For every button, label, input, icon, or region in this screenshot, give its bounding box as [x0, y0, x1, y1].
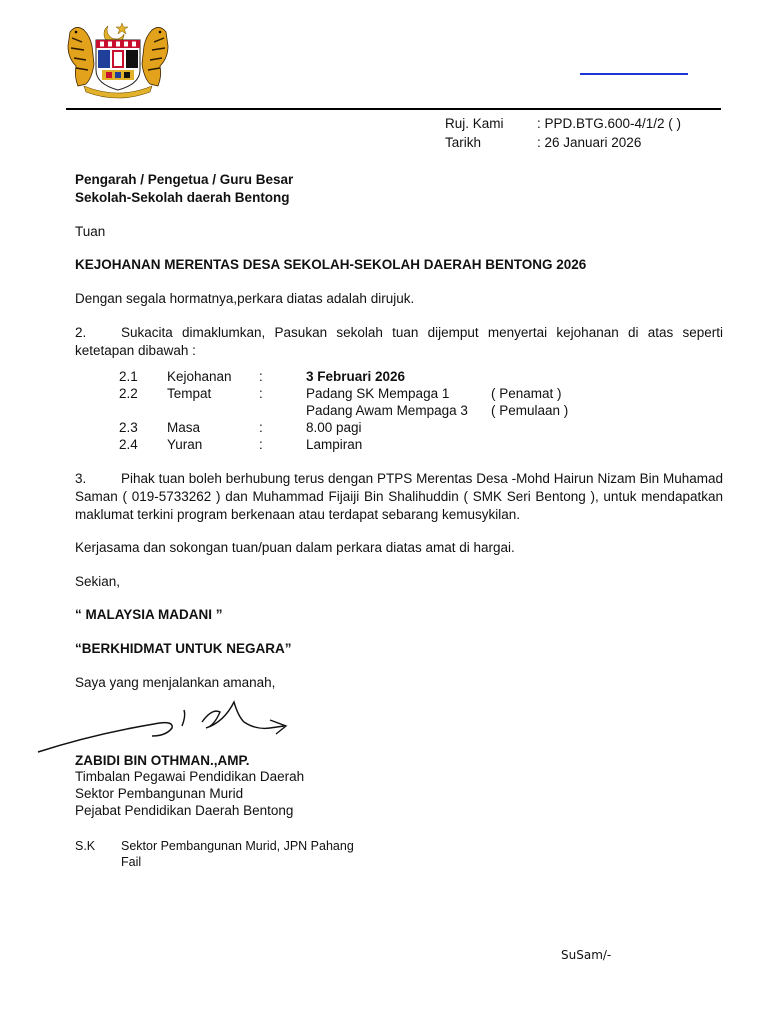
handwritten-signature [34, 692, 314, 762]
amanah-line: Saya yang menjalankan amanah, [75, 675, 276, 690]
cc-item-2: Fail [121, 855, 142, 869]
detail-colon: : [259, 386, 263, 401]
paragraph-2-text: Sukacita dimaklumkan, Pasukan sekolah tuan dijemput menyertai kejohanan di atas seperti ketetapan dibawah : [75, 325, 723, 358]
subject-heading: KEJOHANAN MERENTAS DESA SEKOLAH-SEKOLAH DAERAH BENTONG 2026 [75, 257, 587, 272]
signatory-title-3: Pejabat Pendidikan Daerah Bentong [75, 803, 294, 818]
coat-of-arms-logo [62, 20, 174, 100]
detail-value: 8.00 pagi [306, 420, 362, 435]
detail-label: Yuran [167, 437, 203, 452]
date-label: Tarikh [445, 135, 482, 150]
sekian-line: Sekian, [75, 574, 121, 589]
cc-label: S.K [75, 839, 96, 853]
detail-label: Masa [167, 420, 201, 435]
signatory-title-2: Sektor Pembangunan Murid [75, 786, 244, 801]
detail-label: Kejohanan [167, 369, 232, 384]
detail-colon: : [259, 437, 263, 452]
signatory-name: ZABIDI BIN OTHMAN.,AMP. [75, 753, 250, 768]
detail-num: 2.2 [119, 386, 138, 401]
detail-label: Tempat [167, 386, 212, 401]
paragraph-2 [75, 324, 723, 360]
paragraph-3 [75, 470, 723, 524]
slogan-malaysia-madani: “ MALAYSIA MADANI ” [75, 607, 223, 622]
detail-value: Padang SK Mempaga 1 [306, 386, 450, 401]
paragraph-3-number: 3. [75, 471, 87, 486]
ref-label: Ruj. Kami [445, 116, 504, 131]
opening-line: Dengan segala hormatnya,perkara diatas adalah dirujuk. [75, 291, 415, 306]
detail-num: 2.3 [119, 420, 138, 435]
detail-note: ( Pemulaan ) [491, 403, 569, 418]
detail-colon: : [259, 420, 263, 435]
detail-num: 2.4 [119, 437, 138, 452]
slogan-berkhidmat: “BERKHIDMAT UNTUK NEGARA” [75, 641, 292, 656]
signatory-title-1: Timbalan Pegawai Pendidikan Daerah [75, 769, 305, 784]
salutation: Tuan [75, 224, 106, 239]
footer-initials: SuSam/- [561, 948, 612, 962]
recipient-line1: Pengarah / Pengetua / Guru Besar [75, 172, 294, 187]
recipient-line2: Sekolah-Sekolah daerah Bentong [75, 190, 290, 205]
header-divider [66, 108, 721, 110]
detail-colon: : [259, 369, 263, 384]
detail-value: Lampiran [306, 437, 363, 452]
date-value: : 26 Januari 2026 [537, 135, 642, 150]
detail-num: 2.1 [119, 369, 138, 384]
cc-item-1: Sektor Pembangunan Murid, JPN Pahang [121, 839, 354, 853]
cooperation-line: Kerjasama dan sokongan tuan/puan dalam perkara diatas amat di hargai. [75, 540, 515, 555]
blank-underline-link [580, 73, 688, 75]
ref-value: : PPD.BTG.600-4/1/2 ( ) [537, 116, 682, 131]
paragraph-2-number: 2. [75, 325, 87, 340]
detail-note: ( Penamat ) [491, 386, 562, 401]
paragraph-3-text: Pihak tuan boleh berhubung terus dengan PTPS Merentas Desa -Mohd Hairun Nizam Bin Muhamad Saman ( 019-5733262 ) dan Muhammad Fijaiji Bin Shalihuddin ( SMK Seri Bentong ), untuk mendapatkan maklumat terkini program berkenaan atau terdapat sebarang kemusykilan. [75, 471, 723, 522]
detail-value: Padang Awam Mempaga 3 [306, 403, 468, 418]
detail-value: 3 Februari 2026 [306, 369, 406, 384]
